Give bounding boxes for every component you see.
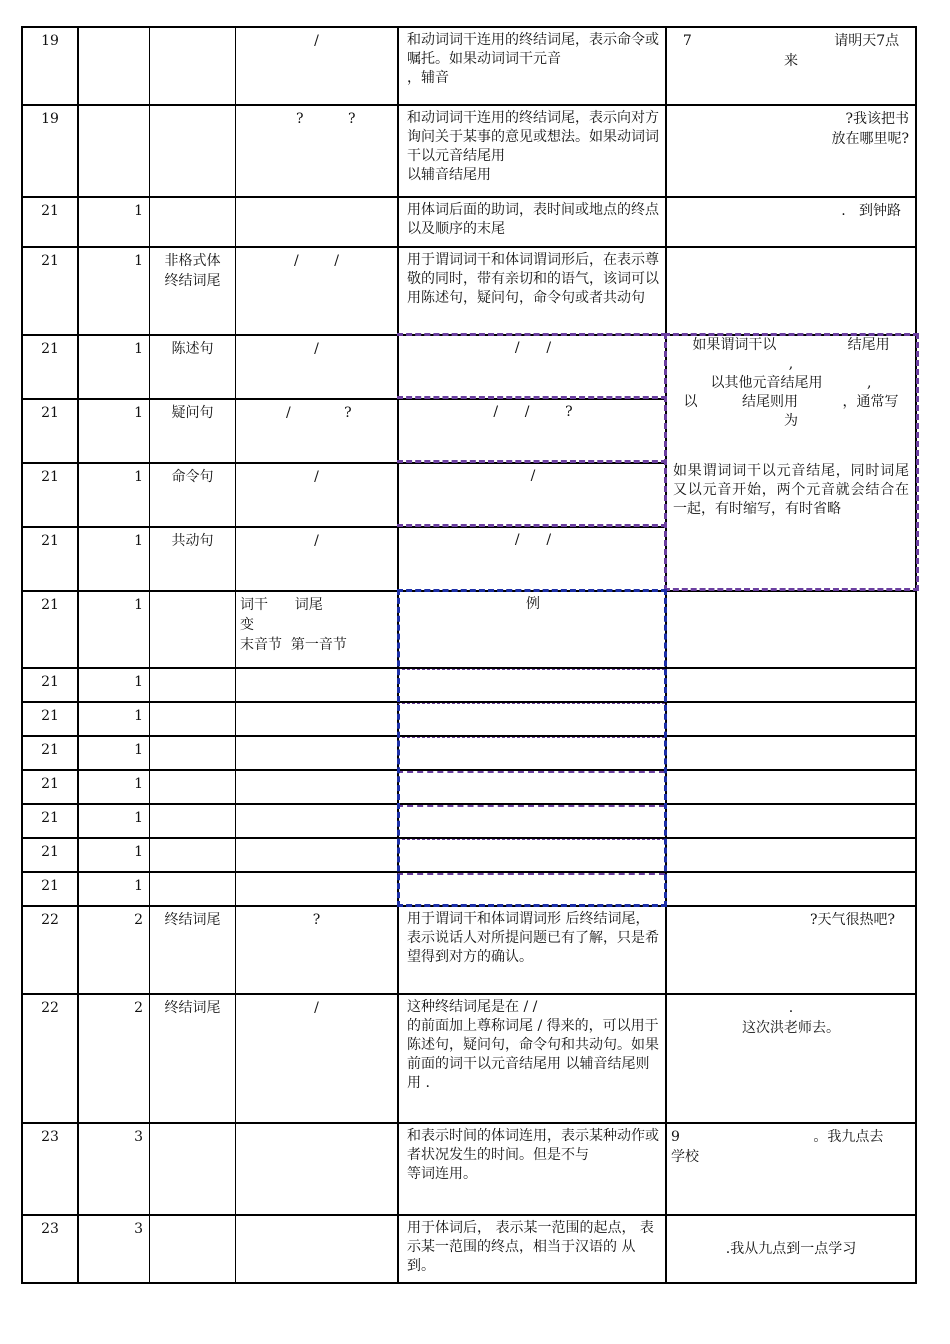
- table-row: [21, 1214, 917, 1284]
- unit-cell: 1: [77, 464, 149, 526]
- unit-cell: 1: [77, 771, 149, 803]
- unit-cell: [77, 106, 149, 196]
- category-cell: [149, 1216, 235, 1284]
- lesson-cell: 21: [21, 528, 77, 590]
- description-cell: 例: [397, 592, 665, 667]
- description-cell: [397, 839, 665, 871]
- description-text: 用于谓词干和体词谓词形 后终结词尾，表示说话人对所提问题已有了解，只是希望得到对方的确认。: [407, 911, 659, 965]
- example-cell: [665, 805, 917, 837]
- example-cell: [665, 1124, 917, 1214]
- table-row: [21, 701, 917, 735]
- lesson-cell: 21: [21, 592, 77, 667]
- unit-cell: 1: [77, 400, 149, 462]
- unit-cell: 1: [77, 528, 149, 590]
- lesson-cell: 19: [21, 28, 77, 104]
- form-cell: /: [235, 28, 397, 104]
- example-text: . 到钟路: [841, 203, 901, 219]
- table-row: [21, 26, 917, 104]
- form-cell: /: [235, 464, 397, 526]
- example-cell: [665, 1216, 917, 1284]
- form-cell: [235, 198, 397, 246]
- example-text: 9 。我九点去 学校: [671, 1129, 884, 1165]
- lesson-cell: 21: [21, 400, 77, 462]
- unit-cell: 1: [77, 737, 149, 769]
- example-cell: [665, 995, 917, 1122]
- description-cell: [397, 1216, 665, 1284]
- description-text: 和表示时间的体词连用，表示某种动作或者状况发生的时间。但是不与 等词连用。: [407, 1128, 659, 1182]
- form-cell: [235, 771, 397, 803]
- example-cell: [665, 198, 917, 246]
- table-row: [21, 104, 917, 196]
- example-cell: [665, 737, 917, 769]
- example-text: ?我该把书 放在哪里呢?: [831, 111, 909, 147]
- category-cell: [149, 839, 235, 871]
- note-text-vowel: 如果谓词词干以元音结尾，同时词尾又以元音开始，两个元音就会结合在一起，有时缩写，有时省略: [673, 463, 909, 517]
- unit-cell: 3: [77, 1124, 149, 1214]
- table-row: [21, 769, 917, 803]
- description-cell: [397, 995, 665, 1122]
- description-text: 用于体词后， 表示某一范围的起点， 表示某一范围的终点，相当于汉语的 从 到。: [407, 1220, 654, 1274]
- category-cell: [149, 28, 235, 104]
- description-cell: [397, 907, 665, 993]
- table-row: [21, 871, 917, 905]
- unit-cell: 1: [77, 198, 149, 246]
- lesson-cell: 21: [21, 248, 77, 334]
- category-cell: [149, 1124, 235, 1214]
- lesson-cell: 22: [21, 995, 77, 1122]
- table-bottom-border: [21, 1282, 917, 1284]
- table-row: [21, 246, 917, 334]
- table-row: [21, 803, 917, 837]
- description-cell: [397, 771, 665, 803]
- category-cell: [149, 771, 235, 803]
- table-row: [21, 905, 917, 993]
- lesson-cell: 21: [21, 839, 77, 871]
- example-cell: [665, 703, 917, 735]
- example-cell: [665, 248, 917, 334]
- description-cell: [397, 106, 665, 196]
- example-cell: [665, 592, 917, 667]
- description-text: 和动词词干连用的终结词尾，表示向对方询问关于某事的意见或想法。如果动词词干以元音结尾用 以辅音结尾用: [407, 110, 659, 183]
- category-cell: [149, 106, 235, 196]
- example-cell: [665, 28, 917, 104]
- lesson-cell: 22: [21, 907, 77, 993]
- category-cell: [149, 703, 235, 735]
- table-row: [21, 667, 917, 701]
- unit-cell: 1: [77, 805, 149, 837]
- table-row: [21, 993, 917, 1122]
- description-cell: /: [397, 464, 665, 526]
- lesson-cell: 21: [21, 771, 77, 803]
- lesson-cell: 23: [21, 1216, 77, 1284]
- unit-cell: 1: [77, 873, 149, 905]
- description-cell: / / ?: [397, 400, 665, 462]
- description-cell: / /: [397, 336, 665, 398]
- description-cell: / /: [397, 528, 665, 590]
- category-cell: 终结词尾: [149, 907, 235, 993]
- form-cell: [235, 805, 397, 837]
- unit-cell: 3: [77, 1216, 149, 1284]
- form-cell: ? ?: [235, 106, 397, 196]
- example-text: 7 请明天7点 来: [682, 33, 900, 69]
- example-cell: [665, 669, 917, 701]
- table-row: [21, 837, 917, 871]
- form-cell: ?: [235, 907, 397, 993]
- form-cell: [235, 737, 397, 769]
- unit-cell: 1: [77, 669, 149, 701]
- lesson-cell: 21: [21, 873, 77, 905]
- example-cell: [665, 839, 917, 871]
- form-cell: [235, 1216, 397, 1284]
- form-cell: /: [235, 995, 397, 1122]
- description-cell: [397, 1124, 665, 1214]
- category-cell: [149, 198, 235, 246]
- unit-cell: 1: [77, 703, 149, 735]
- description-cell: [397, 737, 665, 769]
- unit-cell: 1: [77, 592, 149, 667]
- table-row: [21, 735, 917, 769]
- lesson-cell: 21: [21, 805, 77, 837]
- description-cell: [397, 28, 665, 104]
- form-cell: /: [235, 528, 397, 590]
- category-cell: [149, 805, 235, 837]
- category-cell: 共动句: [149, 528, 235, 590]
- form-cell: [235, 873, 397, 905]
- description-text: 和动词词干连用的终结词尾，表示命令或嘱托。如果动词词干元音 ，辅音: [407, 32, 659, 86]
- note-text-ending: 如果谓词干以 结尾用 , 以其他元音结尾用 , 以 结尾则用 ，通常写 为: [683, 337, 899, 429]
- table-row: [21, 590, 917, 667]
- description-cell: [397, 669, 665, 701]
- form-cell: 词干 词尾 变 末音节 第一音节: [235, 592, 397, 667]
- lesson-cell: 21: [21, 703, 77, 735]
- form-cell: [235, 703, 397, 735]
- lesson-cell: 19: [21, 106, 77, 196]
- unit-cell: 1: [77, 839, 149, 871]
- table-row: [21, 196, 917, 246]
- description-cell: [397, 873, 665, 905]
- category-cell: 陈述句: [149, 336, 235, 398]
- unit-cell: 2: [77, 907, 149, 993]
- example-cell: [665, 106, 917, 196]
- example-text: ?天气很热吧?: [809, 912, 895, 928]
- unit-cell: 2: [77, 995, 149, 1122]
- lesson-cell: 21: [21, 737, 77, 769]
- category-cell: 命令句: [149, 464, 235, 526]
- unit-cell: [77, 28, 149, 104]
- table-row: [21, 1122, 917, 1214]
- lesson-cell: 21: [21, 464, 77, 526]
- category-cell: [149, 873, 235, 905]
- form-cell: /: [235, 336, 397, 398]
- form-cell: [235, 839, 397, 871]
- example-text: .我从九点到一点学习: [725, 1241, 857, 1257]
- category-cell: 终结词尾: [149, 995, 235, 1122]
- example-cell: [665, 873, 917, 905]
- description-cell: [397, 248, 665, 334]
- merged-note-cell: [665, 336, 917, 590]
- description-text: 这种终结词尾是在 / / 的前面加上尊称词尾 / 得来的，可以用于陈述句，疑问句，命令句和共动句。如果前面的词干以元音结尾用 以辅音结尾则 用 .: [407, 999, 659, 1091]
- lesson-cell: 23: [21, 1124, 77, 1214]
- category-cell: [149, 592, 235, 667]
- form-cell: / /: [235, 248, 397, 334]
- unit-cell: 1: [77, 336, 149, 398]
- grammar-table: [21, 26, 917, 1284]
- description-cell: [397, 198, 665, 246]
- form-cell: [235, 1124, 397, 1214]
- form-cell: [235, 669, 397, 701]
- lesson-cell: 21: [21, 669, 77, 701]
- description-cell: [397, 805, 665, 837]
- category-cell: 非格式体终结词尾: [149, 248, 235, 334]
- category-cell: [149, 737, 235, 769]
- description-text: 用体词后面的助词，表时间或地点的终点以及顺序的末尾: [407, 202, 659, 237]
- form-cell: / ?: [235, 400, 397, 462]
- category-cell: 疑问句: [149, 400, 235, 462]
- lesson-cell: 21: [21, 198, 77, 246]
- example-text: . 这次洪老师去。: [742, 1000, 840, 1036]
- category-cell: [149, 669, 235, 701]
- unit-cell: 1: [77, 248, 149, 334]
- description-cell: [397, 703, 665, 735]
- example-cell: [665, 771, 917, 803]
- lesson-cell: 21: [21, 336, 77, 398]
- example-cell: [665, 907, 917, 993]
- description-text: 用于谓词词干和体词谓词形后，在表示尊敬的同时，带有亲切和的语气，该词可以用陈述句，疑问句，命令句或者共动句: [407, 252, 659, 306]
